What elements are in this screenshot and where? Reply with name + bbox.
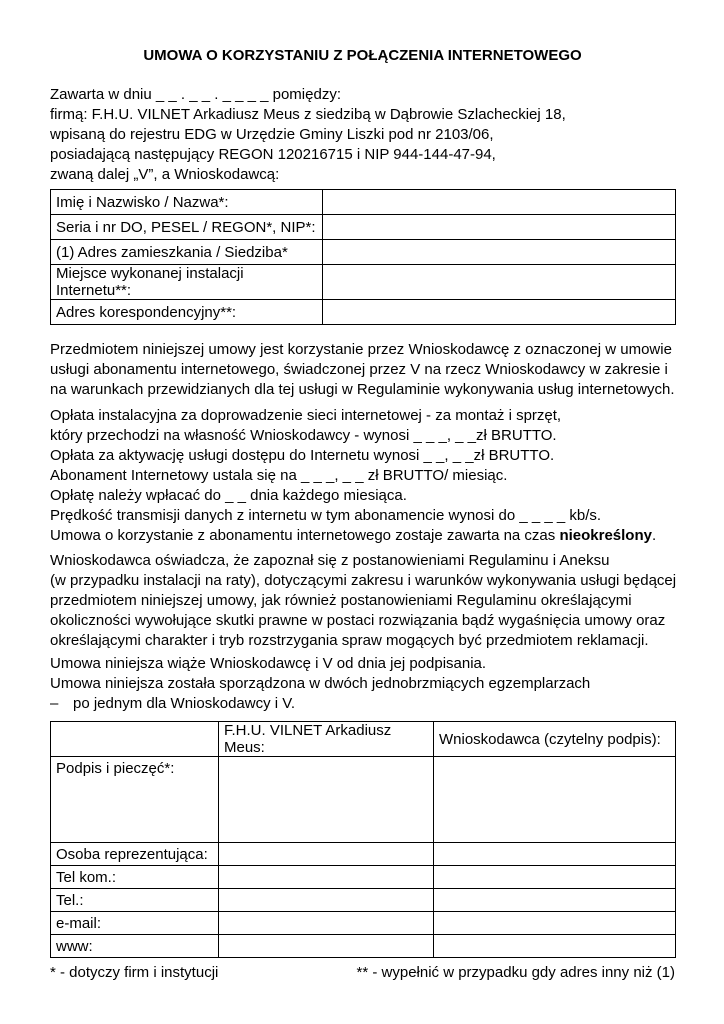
paragraph-line: Opłata instalacyjna za doprowadzenie sieci internetowej - za montaż i sprzęt, xyxy=(50,407,562,424)
table-row xyxy=(51,935,676,958)
intro-line: Zawarta w dniu _ _ . _ _ . _ _ _ _ pomiędzy: xyxy=(50,86,341,103)
duration-suffix: . xyxy=(651,527,657,544)
table-row xyxy=(51,190,676,215)
fees-paragraph xyxy=(50,406,675,546)
contract-duration-line xyxy=(50,526,675,546)
document-title: UMOWA O KORZYSTANIU Z POŁĄCZENIA INTERNETOWEGO xyxy=(143,47,582,64)
row-value-blank xyxy=(434,935,676,958)
paragraph-line: Umowa niniejsza wiąże Wnioskodawcę i V od dnia jej podpisania. xyxy=(50,655,487,672)
table-row xyxy=(51,757,676,843)
row-value-blank xyxy=(434,757,676,843)
bullet-item xyxy=(50,694,675,714)
table-row xyxy=(51,843,676,866)
header-blank-cell xyxy=(51,722,219,757)
paragraph-line: który przechodzi na własność Wnioskodawcy - wynosi _ _ _, _ _zł BRUTTO. xyxy=(50,427,557,444)
duration-bold-term: nieokreślony xyxy=(559,527,652,544)
paragraph-line: (w przypadku instalacji na raty), dotyczącymi zakresu i warunków wykonywania usługi będącej xyxy=(50,572,677,589)
table-row xyxy=(51,866,676,889)
closing-paragraph xyxy=(50,654,675,714)
row-value-blank xyxy=(323,215,676,240)
paragraph-line: Abonament Internetowy ustala się na _ _ _, _ _ zł BRUTTO/ miesiąc. xyxy=(50,467,508,484)
row-value-blank xyxy=(434,889,676,912)
table-row xyxy=(51,265,676,300)
bullet-text: po jednym dla Wnioskodawcy i V. xyxy=(73,695,296,712)
header-company: F.H.U. VILNET Arkadiusz Meus: xyxy=(219,722,434,757)
row-label: Imię i Nazwisko / Nazwa*: xyxy=(51,190,323,215)
paragraph-line: Prędkość transmisji danych z internetu w tym abonamencie wynosi do _ _ _ _ kb/s. xyxy=(50,507,602,524)
paragraph-line: Opłatę należy wpłacać do _ _ dnia każdego miesiąca. xyxy=(50,487,407,504)
footnotes-row xyxy=(50,963,675,983)
row-value-blank xyxy=(323,300,676,325)
header-applicant: Wnioskodawca (czytelny podpis): xyxy=(434,722,676,757)
row-label: Seria i nr DO, PESEL / REGON*, NIP*: xyxy=(51,215,323,240)
row-label: Tel.: xyxy=(51,889,219,912)
paragraph-line: usługi abonamentu internetowego, świadczonej przez V na rzecz Wnioskodawcy w zakresie i xyxy=(50,361,668,378)
paragraph-line: okoliczności wywołujące skutki prawne w postaci rozwiązania bądź wygaśnięcia umowy oraz xyxy=(50,612,666,629)
paragraph-line: Umowa niniejsza została sporządzona w dwóch jednobrzmiących egzemplarzach xyxy=(50,675,591,692)
row-value-blank xyxy=(434,912,676,935)
row-label: Tel kom.: xyxy=(51,866,219,889)
row-label: Osoba reprezentująca: xyxy=(51,843,219,866)
row-value-blank xyxy=(323,240,676,265)
paragraph-line: na warunkach przewidzianych dla tej usługi w Regulaminie wykonywania usług internetowych. xyxy=(50,381,675,398)
row-label: Miejsce wykonanej instalacji Internetu**: xyxy=(51,265,323,300)
row-value-blank xyxy=(323,265,676,300)
signature-table xyxy=(50,721,676,958)
applicant-table xyxy=(50,189,676,325)
intro-line: wpisaną do rejestru EDG w Urzędzie Gminy Liszki pod nr 2103/06, xyxy=(50,126,494,143)
signature-header-row xyxy=(51,722,676,757)
table-row xyxy=(51,240,676,265)
row-value-blank xyxy=(219,935,434,958)
paragraph-line: określającymi charakter i tryb rozstrzygania spraw mogących być przedmiotem reklamacji. xyxy=(50,632,649,649)
row-label: e-mail: xyxy=(51,912,219,935)
paragraph-line: Przedmiotem niniejszej umowy jest korzystanie przez Wnioskodawcę z oznaczonej w umowie xyxy=(50,341,672,358)
row-value-blank xyxy=(219,912,434,935)
intro-line: zwaną dalej „V”, a Wnioskodawcą: xyxy=(50,166,280,183)
paragraph-line: Opłata za aktywację usługi dostępu do Internetu wynosi _ _, _ _zł BRUTTO. xyxy=(50,447,555,464)
subject-paragraph xyxy=(50,340,675,400)
footnote-left: * - dotyczy firm i instytucji xyxy=(50,964,219,981)
paragraph-line: przedmiotem niniejszej umowy, jak również postanowieniami Regulaminu określającymi xyxy=(50,592,632,609)
row-value-blank xyxy=(219,866,434,889)
row-value-blank xyxy=(434,843,676,866)
row-label: www: xyxy=(51,935,219,958)
declaration-paragraph xyxy=(50,551,675,651)
row-value-blank xyxy=(434,866,676,889)
row-value-blank xyxy=(323,190,676,215)
table-row xyxy=(51,215,676,240)
dash-bullet: – xyxy=(50,695,59,712)
row-label: Adres korespondencyjny**: xyxy=(51,300,323,325)
row-value-blank xyxy=(219,843,434,866)
footnote-right: ** - wypełnić w przypadku gdy adres inny niż (1) xyxy=(356,964,675,981)
paragraph-line: Wnioskodawca oświadcza, że zapoznał się z postanowieniami Regulaminu i Aneksu xyxy=(50,552,610,569)
duration-prefix: Umowa o korzystanie z abonamentu internetowego zostaje zawarta na czas xyxy=(50,527,560,544)
table-row xyxy=(51,300,676,325)
row-value-blank xyxy=(219,889,434,912)
table-row xyxy=(51,912,676,935)
intro-line: posiadającą następujący REGON 120216715 i NIP 944-144-47-94, xyxy=(50,146,496,163)
row-value-blank xyxy=(219,757,434,843)
intro-paragraph xyxy=(50,85,675,185)
intro-line: firmą: F.H.U. VILNET Arkadiusz Meus z siedzibą w Dąbrowie Szlacheckiej 18, xyxy=(50,106,566,123)
row-label: Podpis i pieczęć*: xyxy=(51,757,219,843)
row-label: (1) Adres zamieszkania / Siedziba* xyxy=(51,240,323,265)
table-row xyxy=(51,889,676,912)
